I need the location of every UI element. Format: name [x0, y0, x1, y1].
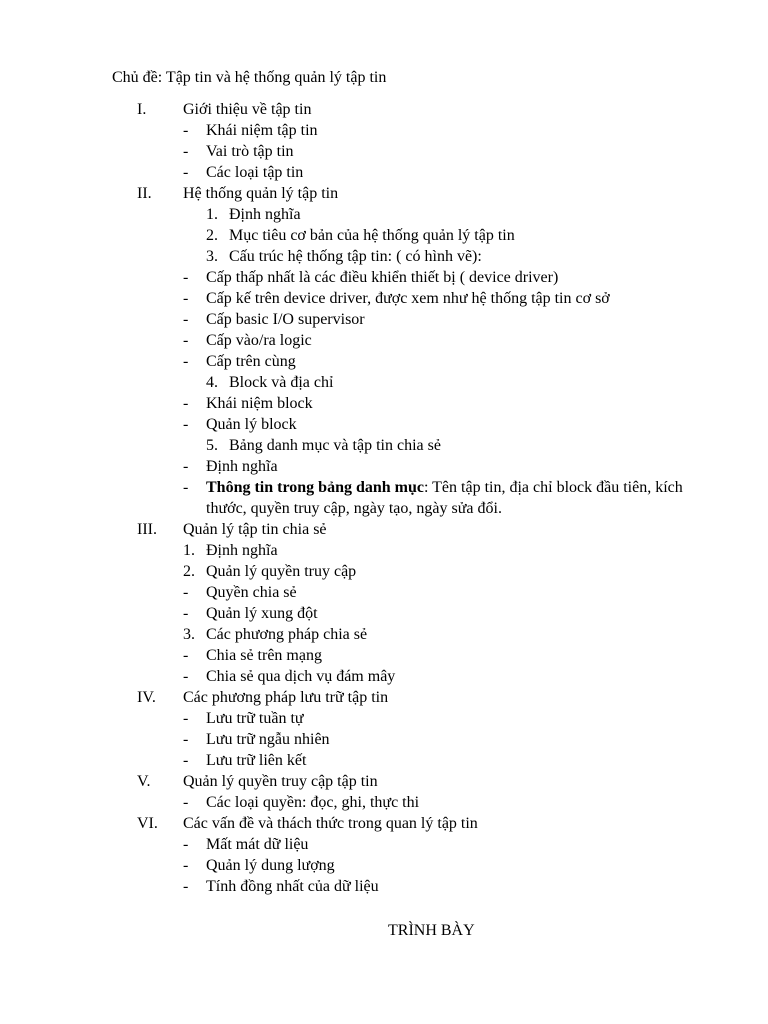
- item-text: Cấp thấp nhất là các điều khiển thiết bị ( device driver): [206, 269, 559, 286]
- bullet-dash: -: [183, 836, 189, 853]
- bullet-dash: -: [183, 857, 189, 874]
- item-text: Quản lý quyền truy cập: [206, 563, 357, 580]
- item-number: 3.: [206, 248, 218, 265]
- item-text: Mất mát dữ liệu: [206, 836, 309, 853]
- numbered-item: [0, 540, 768, 561]
- item-text: Chia sẻ qua dịch vụ đám mây: [206, 668, 396, 685]
- bullet-item: [0, 855, 768, 876]
- bullet-item: [0, 414, 768, 435]
- section-numeral: II.: [137, 185, 152, 202]
- bullet-dash: -: [183, 122, 189, 139]
- item-text: Cấu trúc hệ thống tập tin: ( có hình vẽ):: [229, 248, 482, 265]
- item-text: Định nghĩa: [206, 542, 278, 559]
- numbered-item: [0, 624, 768, 645]
- section-heading: [0, 687, 768, 708]
- bullet-item: [0, 330, 768, 351]
- section-title: Các phương pháp lưu trữ tập tin: [183, 689, 389, 706]
- item-number: 2.: [206, 227, 218, 244]
- bullet-dash: -: [183, 584, 189, 601]
- bullet-dash: -: [183, 269, 189, 286]
- item-text: Cấp trên cùng: [206, 353, 296, 370]
- bullet-dash: -: [183, 605, 189, 622]
- item-text: Lưu trữ ngẫu nhiên: [206, 731, 330, 748]
- bullet-item: [0, 309, 768, 330]
- bullet-item: [0, 120, 768, 141]
- item-text: Cấp basic I/O supervisor: [206, 311, 365, 328]
- section-heading: [0, 183, 768, 204]
- item-number: 2.: [183, 563, 195, 580]
- item-text: Lưu trữ liên kết: [206, 752, 307, 769]
- item-text: Lưu trữ tuần tự: [206, 710, 304, 727]
- numbered-item: [0, 561, 768, 582]
- bullet-dash: -: [183, 668, 189, 685]
- bullet-item: [0, 477, 768, 519]
- item-text: Khái niệm tập tin: [206, 122, 318, 139]
- item-text: Định nghĩa: [229, 206, 301, 223]
- bullet-item: [0, 645, 768, 666]
- bullet-dash: -: [183, 731, 189, 748]
- section-heading: [0, 519, 768, 540]
- section-title: Quản lý quyền truy cập tập tin: [183, 773, 378, 790]
- bullet-item: [0, 603, 768, 624]
- item-number: 5.: [206, 437, 218, 454]
- numbered-item: [0, 372, 768, 393]
- bullet-item: [0, 729, 768, 750]
- outline-list: [0, 99, 768, 897]
- section-title: Giới thiệu về tập tin: [183, 101, 312, 118]
- section-title: Các vấn đề và thách thức trong quan lý tập tin: [183, 815, 478, 832]
- bullet-dash: -: [183, 479, 189, 496]
- bullet-dash: -: [183, 794, 189, 811]
- bullet-dash: -: [183, 416, 189, 433]
- item-text: Cấp vào/ra logic: [206, 332, 312, 349]
- item-text: Định nghĩa: [206, 458, 278, 475]
- section-heading: [0, 813, 768, 834]
- item-bold-label: Thông tin trong bảng danh mục: [206, 479, 424, 496]
- bullet-dash: -: [183, 710, 189, 727]
- bullet-item: [0, 267, 768, 288]
- item-text: Quản lý dung lượng: [206, 857, 335, 874]
- numbered-item: [0, 225, 768, 246]
- item-text: Mục tiêu cơ bản của hệ thống quản lý tập tin: [229, 227, 515, 244]
- numbered-item: [0, 435, 768, 456]
- bullet-item: [0, 666, 768, 687]
- section-numeral: V.: [137, 773, 151, 790]
- item-text: [206, 477, 726, 519]
- section-title: Hệ thống quản lý tập tin: [183, 185, 339, 202]
- bullet-dash: -: [183, 752, 189, 769]
- section-title: Quản lý tập tin chia sẻ: [183, 521, 327, 538]
- item-number: 1.: [206, 206, 218, 223]
- bullet-item: [0, 288, 768, 309]
- item-text: Chia sẻ trên mạng: [206, 647, 322, 664]
- document-title: Chủ đề: Tập tin và hệ thống quản lý tập tin: [112, 69, 387, 86]
- bullet-dash: -: [183, 290, 189, 307]
- section-numeral: I.: [137, 101, 147, 118]
- item-number: 3.: [183, 626, 195, 643]
- numbered-item: [0, 204, 768, 225]
- bullet-item: [0, 582, 768, 603]
- item-text: Khái niệm block: [206, 395, 313, 412]
- bullet-dash: -: [183, 353, 189, 370]
- bullet-item: [0, 708, 768, 729]
- item-text: Quản lý block: [206, 416, 297, 433]
- section-heading: [0, 771, 768, 792]
- bullet-item: [0, 456, 768, 477]
- bullet-dash: -: [183, 647, 189, 664]
- bullet-item: [0, 876, 768, 897]
- presenter-label: TRÌNH BÀY: [388, 922, 475, 939]
- item-text: Block và địa chỉ: [229, 374, 334, 391]
- bullet-item: [0, 393, 768, 414]
- bullet-item: [0, 834, 768, 855]
- item-number: 1.: [183, 542, 195, 559]
- item-text: Quyền chia sẻ: [206, 584, 297, 601]
- section-numeral: VI.: [137, 815, 158, 832]
- item-number: 4.: [206, 374, 218, 391]
- bullet-item: [0, 141, 768, 162]
- section-numeral: III.: [137, 521, 157, 538]
- bullet-dash: -: [183, 311, 189, 328]
- item-text: Bảng danh mục và tập tin chia sẻ: [229, 437, 441, 454]
- section-numeral: IV.: [137, 689, 156, 706]
- bullet-item: [0, 750, 768, 771]
- bullet-dash: -: [183, 143, 189, 160]
- item-text: Các loại tập tin: [206, 164, 304, 181]
- bullet-dash: -: [183, 878, 189, 895]
- section-heading: [0, 99, 768, 120]
- item-detail: : Tên tập tin, địa chỉ block đầu tiên, kích thước, quyền truy cập, ngày tạo, ngày sửa đổi.: [206, 479, 683, 517]
- bullet-dash: -: [183, 164, 189, 181]
- item-text: Cấp kế trên device driver, được xem như hệ thống tập tin cơ sở: [206, 290, 610, 307]
- bullet-item: [0, 162, 768, 183]
- numbered-item: [0, 246, 768, 267]
- bullet-dash: -: [183, 395, 189, 412]
- item-text: Quản lý xung đột: [206, 605, 318, 622]
- item-text: Tính đồng nhất của dữ liệu: [206, 878, 379, 895]
- bullet-dash: -: [183, 332, 189, 349]
- bullet-item: [0, 792, 768, 813]
- bullet-item: [0, 351, 768, 372]
- item-text: Các loại quyền: đọc, ghi, thực thi: [206, 794, 420, 811]
- bullet-dash: -: [183, 458, 189, 475]
- item-text: Các phương pháp chia sẻ: [206, 626, 368, 643]
- item-text: Vai trò tập tin: [206, 143, 294, 160]
